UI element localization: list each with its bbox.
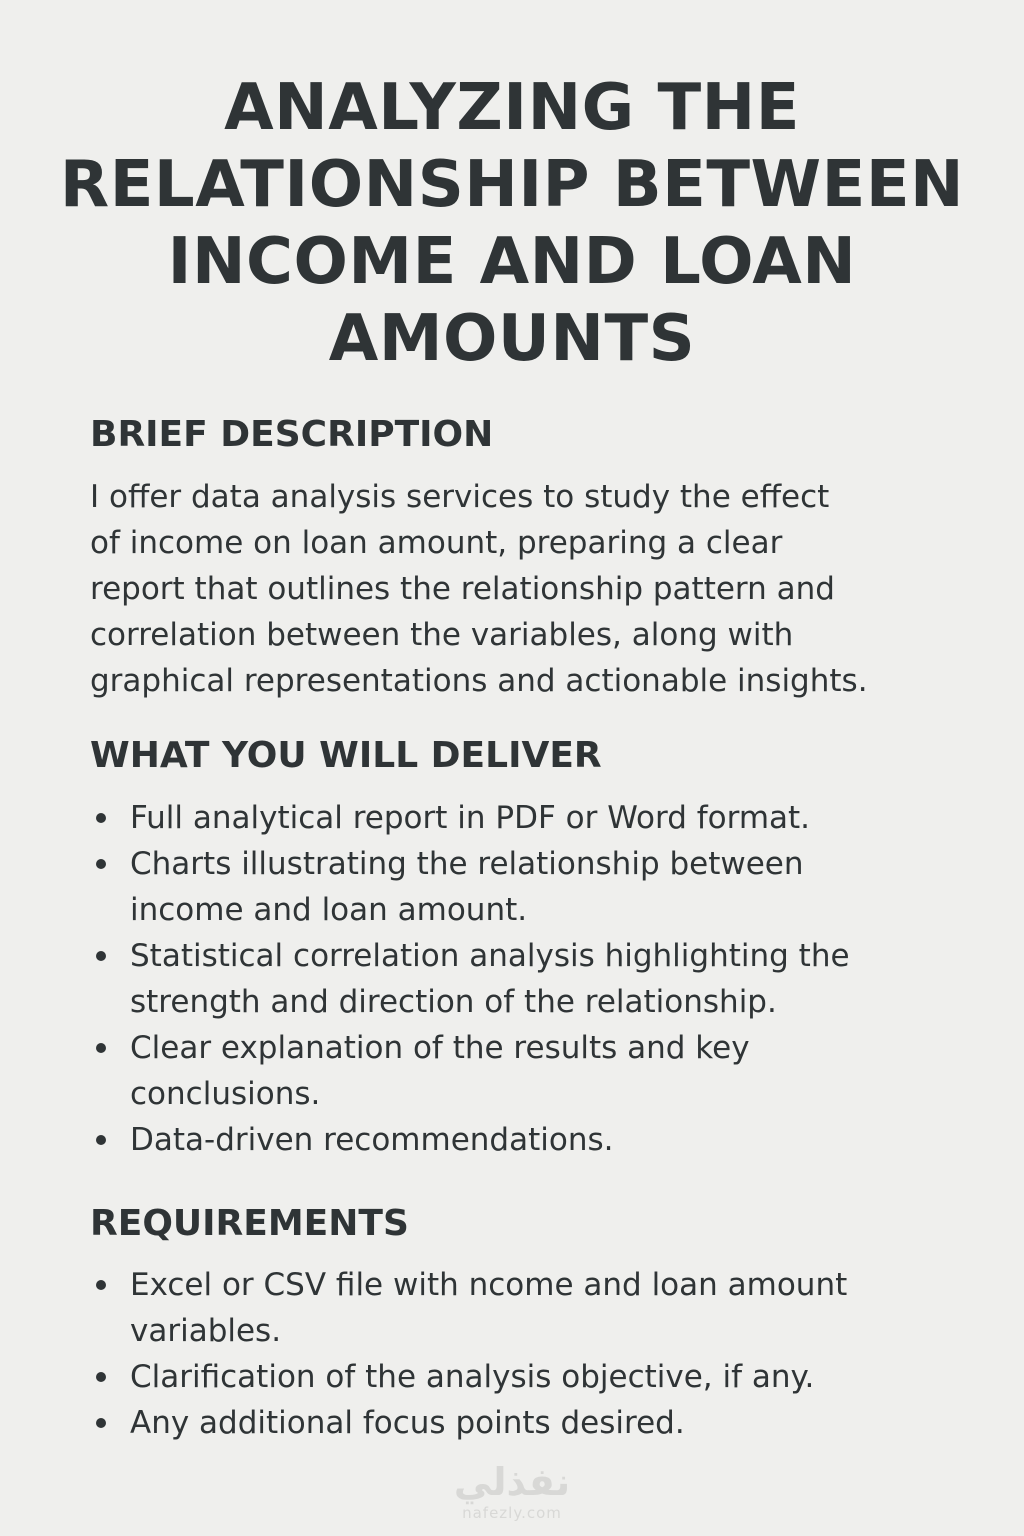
list-item-text: Excel or CSV file with ncome and loan amount (130, 1267, 848, 1303)
list-item-text: Statistical correlation analysis highlighting the (130, 938, 850, 974)
bullet-dot-icon (96, 859, 106, 869)
bullet-dot-icon (96, 1043, 106, 1053)
description-line: of income on loan amount, preparing a clear (90, 525, 783, 561)
list-item (90, 1117, 960, 1163)
deliverables-heading: WHAT YOU WILL DELIVER (90, 735, 602, 776)
brief-description-text (90, 474, 950, 704)
watermark-arabic: نفذلي (453, 1460, 571, 1504)
bullet-dot-icon (96, 1135, 106, 1145)
deliverables-list (90, 795, 960, 1163)
list-item (90, 933, 960, 1025)
list-item (90, 1025, 960, 1117)
description-line: report that outlines the relationship pattern and (90, 571, 835, 607)
watermark-latin: nafezly.com (462, 1504, 562, 1522)
page-title-line: INCOME AND LOAN (167, 225, 857, 299)
description-line: correlation between the variables, along with (90, 617, 794, 653)
brief-description-heading: BRIEF DESCRIPTION (90, 414, 494, 455)
list-item-text: Charts illustrating the relationship between (130, 846, 804, 882)
list-item-text: conclusions. (130, 1076, 321, 1112)
list-item (90, 795, 960, 841)
list-item-text: income and loan amount. (130, 892, 528, 928)
list-item-text: Data-driven recommendations. (130, 1122, 614, 1158)
watermark-logo (0, 1460, 1024, 1522)
bullet-dot-icon (96, 1280, 106, 1290)
list-item-text: strength and direction of the relationship. (130, 984, 777, 1020)
requirements-list (90, 1262, 960, 1446)
list-item-text: variables. (130, 1313, 282, 1349)
bullet-dot-icon (96, 1418, 106, 1428)
bullet-dot-icon (96, 1372, 106, 1382)
list-item-text: Full analytical report in PDF or Word format. (130, 800, 811, 836)
page-title-line: ANALYZING THE (224, 71, 800, 145)
bullet-dot-icon (96, 813, 106, 823)
list-item (90, 1400, 960, 1446)
list-item (90, 841, 960, 933)
requirements-heading: REQUIREMENTS (90, 1203, 409, 1244)
page-title-line: RELATIONSHIP BETWEEN (59, 148, 965, 222)
list-item-text: Clarification of the analysis objective, if any. (130, 1359, 815, 1395)
list-item (90, 1354, 960, 1400)
list-item-text: Clear explanation of the results and key (130, 1030, 750, 1066)
list-item (90, 1262, 960, 1354)
bullet-dot-icon (96, 951, 106, 961)
description-line: I offer data analysis services to study the effect (90, 479, 830, 515)
page-title-line: AMOUNTS (328, 302, 696, 376)
page-title (0, 70, 1024, 378)
list-item-text: Any additional focus points desired. (130, 1405, 685, 1441)
description-line: graphical representations and actionable insights. (90, 663, 868, 699)
